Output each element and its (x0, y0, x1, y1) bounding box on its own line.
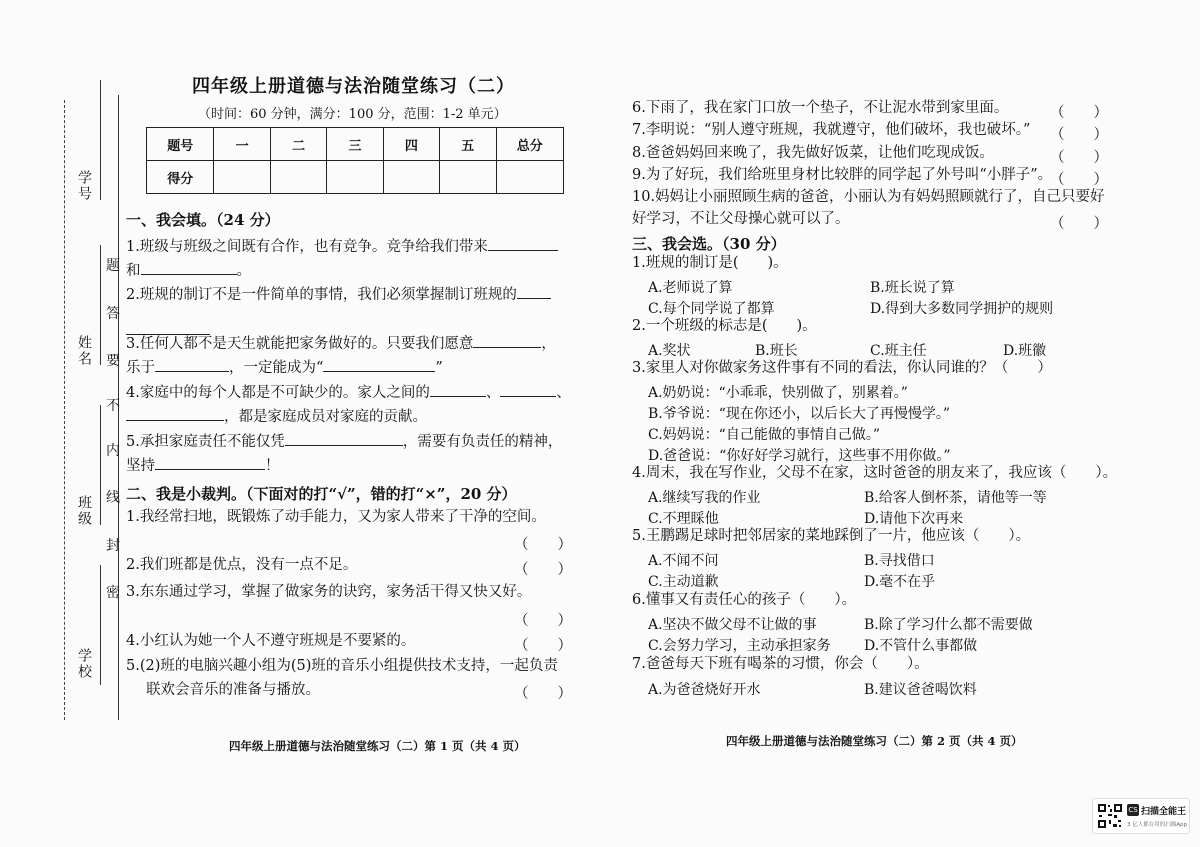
choice-question-2: 2.一个班级的标志是( )。 (632, 318, 817, 334)
camscanner-logo-icon: CS (1128, 806, 1138, 814)
question-text: 4.家庭中的每个人都是不可缺少的。家人之间的 (126, 385, 430, 401)
name-field (100, 245, 101, 365)
choice-question-5: 5.王鹏踢足球时把邻居家的菜地踩倒了一片，他应该（ ）。 (632, 528, 1031, 544)
score-header-cell: 二 (270, 128, 326, 161)
choice-question-1: 1.班规的制订是( )。 (632, 255, 788, 271)
score-cell[interactable] (383, 161, 439, 194)
answer-blank[interactable] (430, 382, 486, 397)
judge-question-6: 6.下雨了，我在家门口放一个垫子，不让泥水带到家里面。 (632, 100, 1009, 116)
question-text: ，一定能成为“ (229, 360, 324, 376)
answer-paren[interactable]: （ ） (1050, 216, 1108, 232)
choice-option[interactable]: C.妈妈说：“自己能做的事情自己做。” (648, 427, 880, 443)
scanner-badge (1092, 798, 1190, 834)
choice-option[interactable]: A.坚决不做父母不让做的事 (648, 617, 817, 633)
seal-char: 答 (106, 306, 120, 322)
choice-option[interactable]: A.老师说了算 (648, 280, 733, 296)
question-text: 1.班级与班级之间既有合作，也有竞争。竞争给我们带来 (126, 239, 488, 255)
question-text: 2.班规的制订不是一件简单的事情，我们必须掌握制订班规的 (126, 287, 517, 303)
question-text: ，都是家庭成员对家庭的贡献。 (224, 409, 427, 425)
answer-blank[interactable] (500, 382, 556, 397)
choice-option[interactable]: A.继续写我的作业 (648, 490, 761, 506)
fill-question-3 (126, 333, 556, 352)
seal-char: 线 (106, 490, 120, 506)
choice-question-7: 7.爸爸每天下班有喝茶的习惯，你会（ ）。 (632, 656, 929, 672)
choice-option[interactable]: A.奖状 (648, 343, 691, 359)
answer-blank[interactable] (488, 236, 558, 251)
answer-paren[interactable]: （ ） (1050, 172, 1108, 188)
choice-option[interactable]: D.班徽 (1003, 343, 1047, 359)
score-cell[interactable] (214, 161, 270, 194)
page-subtitle: （时间：60 分钟，满分：100 分，范围：1-2 单元） (198, 107, 507, 122)
question-text: ” (435, 360, 443, 376)
choice-option[interactable]: A.奶奶说：“小乖乖，快别做了，别累着。” (648, 385, 908, 401)
choice-option[interactable]: B.寻找借口 (864, 553, 935, 569)
score-table-row (147, 128, 564, 161)
page-title: 四年级上册道德与法治随堂练习（二） (192, 76, 515, 97)
judge-question-7: 7.李明说：“别人遵守班规，我就遵守，他们破坏，我也破坏。” (632, 122, 1031, 138)
section-2-title: 二、我是小裁判。（下面对的打“√”，错的打“×”，20 分） (126, 485, 517, 503)
answer-paren[interactable]: （ ） (1050, 105, 1108, 121)
score-row-label: 得分 (147, 161, 214, 194)
question-text: ，需要有负责任的精神， (402, 434, 563, 450)
choice-option[interactable]: D.得到大多数同学拥护的规则 (870, 301, 1054, 317)
page-footer-right: 四年级上册道德与法治随堂练习（二）第 2 页（共 4 页） (726, 734, 1023, 748)
question-text: 、 (485, 385, 501, 401)
choice-option[interactable]: C.不理睬他 (648, 511, 719, 527)
score-cell[interactable] (440, 161, 496, 194)
student-no-field (100, 80, 101, 200)
judge-question-9: 9.为了好玩，我们给班里身材比较胖的同学起了外号叫“小胖子”。 (632, 167, 1053, 183)
question-text: 5.承担家庭责任不能仅凭 (126, 434, 285, 450)
student-no-label: 学号 (76, 170, 92, 202)
judge-question-10: 10.妈妈让小丽照顾生病的爸爸，小丽认为有妈妈照顾就行了，自己只要好 (632, 189, 1105, 205)
answer-blank[interactable] (285, 431, 403, 446)
school-field (100, 565, 101, 685)
score-table-row (147, 161, 564, 194)
judge-question-5-cont: 联欢会音乐的准备与播放。 (146, 682, 320, 698)
choice-option[interactable]: C.主动道歉 (648, 574, 719, 590)
judge-question-3: 3.东东通过学习，掌握了做家务的诀窍，家务活干得又快又好。 (126, 584, 532, 600)
choice-option[interactable]: D.请他下次再来 (864, 511, 964, 527)
choice-option[interactable]: C.会努力学习，主动承担家务 (648, 638, 831, 654)
judge-question-8: 8.爸爸妈妈回来晚了，我先做好饭菜，让他们吃现成饭。 (632, 145, 994, 161)
answer-paren[interactable]: （ ） (514, 537, 572, 553)
answer-blank[interactable] (473, 333, 541, 348)
answer-paren[interactable]: （ ） (514, 686, 572, 702)
score-table (146, 127, 564, 194)
score-header-cell: 总分 (496, 128, 564, 161)
judge-question-4: 4.小红认为她一个人不遵守班规是不要紧的。 (126, 633, 416, 649)
class-field (100, 405, 101, 525)
score-header-cell: 题号 (147, 128, 214, 161)
score-cell[interactable] (327, 161, 383, 194)
question-text: ， (541, 336, 556, 352)
fill-question-2 (126, 284, 551, 303)
choice-question-6: 6.懂事又有责任心的孩子（ ）。 (632, 592, 857, 608)
fill-question-5-cont (126, 455, 280, 474)
answer-paren[interactable]: （ ） (1050, 150, 1108, 166)
score-header-cell: 三 (327, 128, 383, 161)
choice-question-3: 3.家里人对你做家务这件事有不同的看法，你认同谁的？（ ） (632, 360, 1052, 376)
choice-option[interactable]: D.爸爸说：“你好好学习就行，这些事不用你做。” (648, 448, 951, 464)
answer-blank[interactable] (141, 260, 237, 275)
school-label: 学校 (76, 648, 92, 680)
fill-question-3-cont (126, 357, 443, 376)
question-text: 坚持 (126, 458, 155, 474)
page-footer-left: 四年级上册道德与法治随堂练习（二）第 1 页（共 4 页） (229, 739, 526, 753)
question-text: 乐于 (126, 360, 155, 376)
answer-blank[interactable] (126, 406, 224, 421)
choice-question-4: 4.周末，我在写作业，父母不在家，这时爸爸的朋友来了，我应该（ ）。 (632, 465, 1118, 481)
seal-char: 密 (106, 585, 120, 601)
section-3-title: 三、我会选。（30 分） (632, 235, 786, 253)
score-cell[interactable] (496, 161, 564, 194)
answer-paren[interactable]: （ ） (514, 562, 572, 578)
name-label: 姓名 (76, 335, 92, 367)
fill-question-1-cont (126, 260, 251, 279)
judge-question-1: 1.我经常扫地，既锻炼了动手能力，又为家人带来了干净的空间。 (126, 509, 546, 525)
class-label: 班级 (76, 495, 92, 527)
choice-option[interactable]: A.为爸爸烧好开水 (648, 682, 761, 698)
fill-question-1 (126, 236, 558, 255)
answer-blank[interactable] (323, 357, 435, 372)
score-header-cell: 四 (383, 128, 439, 161)
answer-paren[interactable]: （ ） (514, 613, 572, 629)
fill-question-4-cont (126, 406, 427, 425)
seal-char: 不 (106, 398, 120, 414)
question-text: 和 (126, 263, 141, 279)
answer-paren[interactable]: （ ） (514, 638, 572, 654)
qr-code-icon (1097, 803, 1123, 829)
choice-option[interactable]: C.班主任 (870, 343, 927, 359)
choice-option[interactable]: B.爷爷说：“现在你还小，以后长大了再慢慢学。” (648, 406, 951, 422)
seal-char: 封 (106, 538, 120, 554)
score-header-cell: 一 (214, 128, 270, 161)
scanner-brand-tagline: 3 亿人都在用的扫描App (1127, 822, 1187, 828)
fill-question-5 (126, 431, 562, 450)
choice-option[interactable]: B.班长 (755, 343, 798, 359)
question-text: 3.任何人都不是天生就能把家务做好的。只要我们愿意 (126, 336, 474, 352)
score-header-cell: 五 (440, 128, 496, 161)
seal-char: 要 (106, 353, 120, 369)
question-text: 。 (236, 263, 251, 279)
section-1-title: 一、我会填。（24 分） (126, 211, 280, 229)
choice-option[interactable]: D.毫不在乎 (864, 574, 936, 590)
answer-paren[interactable]: （ ） (1050, 127, 1108, 143)
judge-question-5: 5.(2)班的电脑兴趣小组为(5)班的音乐小组提供技术支持，一起负责 (126, 658, 558, 674)
question-text: 、 (556, 385, 571, 401)
answer-blank[interactable] (517, 284, 551, 299)
choice-option[interactable]: B.建议爸爸喝饮料 (864, 682, 977, 698)
choice-option[interactable]: B.给客人倒杯茶，请他等一等 (864, 490, 1047, 506)
fill-question-4 (126, 382, 571, 401)
choice-option[interactable]: C.每个同学说了都算 (648, 301, 775, 317)
answer-blank[interactable] (155, 455, 265, 470)
scanner-brand-name: 扫描全能王 (1141, 807, 1187, 817)
answer-blank[interactable] (155, 357, 229, 372)
judge-question-10-cont: 好学习，不让父母操心就可以了。 (632, 211, 850, 227)
choice-option[interactable]: A.不闻不问 (648, 553, 719, 569)
binding-dashed-line (64, 100, 65, 720)
question-text: ！ (265, 458, 280, 474)
seal-char: 题 (106, 258, 120, 274)
judge-question-2: 2.我们班都是优点，没有一点不足。 (126, 557, 358, 573)
choice-option[interactable]: D.不管什么事都做 (864, 638, 978, 654)
seal-char: 内 (106, 443, 120, 459)
choice-option[interactable]: B.除了学习什么都不需要做 (864, 617, 1033, 633)
choice-option[interactable]: B.班长说了算 (870, 280, 955, 296)
score-cell[interactable] (270, 161, 326, 194)
